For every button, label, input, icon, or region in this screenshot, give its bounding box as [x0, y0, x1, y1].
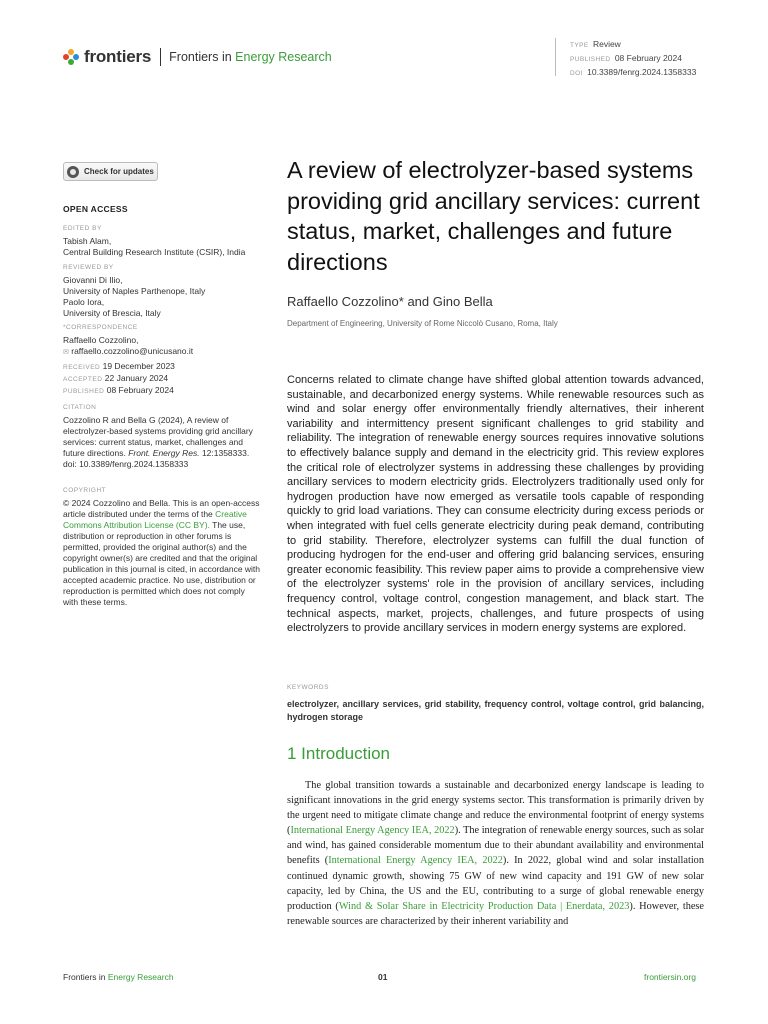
article-type: Review — [592, 39, 621, 49]
citation-volume: 12:1358333. — [201, 448, 250, 458]
footer-journal — [63, 972, 174, 982]
citation-label: CITATION — [63, 404, 97, 411]
intro-text: ). However, these renewable sources are characterized by their inherent variability and — [287, 900, 704, 927]
accepted-label: ACCEPTED — [63, 376, 103, 383]
article-title: A review of electrolyzer-based systems providing grid ancillary services: current status, market, challenges and future directions — [287, 157, 700, 275]
reviewer-name: Giovanni Di Ilio, — [63, 275, 123, 285]
cc-by-license-link[interactable]: Creative Commons Attribution License (CC BY). — [63, 509, 247, 530]
abstract: Concerns related to climate change have shifted global attention towards advanced, sustainable, and decarbonized energy systems. While renewable resources such as wind and solar energy offer environmentally friendly alternatives, their inherent variability and intermittency present significant challenges to grid stability and reliability. The integration of renewable energy sources requires innovative solutions to effectively balance supply and demand in the electricity grid. This review explores the critical role of electrolyzer systems in addressing these challenges by providing ancillary services to modern electricity grids. Electrolyzers traditionally used only for hydrogen production have now emerged as versatile tools capable of responding quickly to grid load variations. They can consume electricity during excess periods or when integrated with fuel cells generate electricity during peak demand, contributing to grid stability. Therefore, electrolyzer systems can fulfill the dual function of producing hydrogen for the end-user and offering grid balancing services, ensuring greater economic feasibility. This review paper aims to provide a comprehensive view of the electrolyzer systems' role in the provision of ancillary services, including frequency control, voltage control, congestion management, and black start. The technical aspects, market, projects, challenges, and future prospects of using electrolyzers to provide ancillary services in modern energy systems are explored. — [287, 374, 704, 635]
frontiers-logo-icon — [63, 49, 79, 65]
doi-label: DOI — [570, 70, 583, 77]
footer-journal-prefix: Frontiers in — [63, 972, 106, 982]
intro-text: ). In 2022, global wind and solar installation continued dynamic growth, showing 75 GW of new wind capacity and 191 GW of new solar capacity, led by China, the US and the EU, contributing to a surge of global renewable energy production ( — [287, 855, 704, 912]
keywords: electrolyzer, ancillary services, grid stability, frequency control, voltage control, grid balancing, hydrogen storage — [287, 699, 704, 722]
footer-journal-name: Energy Research — [107, 972, 174, 982]
copyright-block — [63, 485, 261, 608]
correspondence-label: *CORRESPONDENCE — [63, 324, 138, 331]
editor-affiliation: Central Building Research Institute (CSIR), India — [63, 247, 246, 257]
edited-by-label: EDITED BY — [63, 225, 102, 232]
dates-block — [63, 361, 263, 397]
citation-link[interactable]: International Energy Agency IEA, 2022 — [328, 855, 503, 867]
copyright-text: © 2024 Cozzolino and Bella. This is an open-access article distributed under the terms of the — [63, 498, 260, 519]
page-number: 01 — [378, 972, 388, 982]
reviewed-by-label: REVIEWED BY — [63, 264, 114, 271]
edited-by-block — [63, 223, 263, 258]
citation-doi[interactable]: doi: 10.3389/fenrg.2024.1358333 — [63, 459, 189, 469]
correspondence-block — [63, 322, 263, 358]
intro-text: ). The integration of renewable energy sources, such as solar and wind, has gained considerable momentum due to their abundant availability and environmental benefits ( — [287, 825, 704, 867]
reviewer-affiliation: University of Naples Parthenope, Italy — [63, 286, 206, 296]
citation-journal: Front. Energy Res. — [128, 448, 200, 458]
received-date: 19 December 2023 — [102, 361, 175, 371]
editor-name: Tabish Alam, — [63, 236, 112, 246]
citation-link[interactable]: Wind & Solar Share in Electricity Production Data | Enerdata, 2023 — [338, 900, 630, 912]
reviewed-by-block — [63, 262, 263, 319]
type-label: TYPE — [570, 42, 589, 49]
journal-brand[interactable] — [63, 46, 332, 68]
keywords-label: KEYWORDS — [287, 684, 329, 691]
copyright-label: COPYRIGHT — [63, 487, 107, 494]
footer-site-link[interactable]: frontiersin.org — [644, 972, 696, 982]
doi-value[interactable]: 10.3389/fenrg.2024.1358333 — [587, 67, 697, 77]
journal-name: Energy Research — [235, 50, 332, 64]
check-updates-label: Check for updates — [84, 167, 154, 176]
published-date: 08 February 2024 — [106, 385, 174, 395]
citation-text: Cozzolino R and Bella G (2024), A review of electrolyzer-based systems providing grid ancillary services: current status, market, challenges and future directions. — [63, 415, 253, 458]
received-label: RECEIVED — [63, 364, 101, 371]
published-label: PUBLISHED — [570, 56, 611, 63]
email-icon: ✉ — [63, 349, 69, 356]
intro-text: The global transition towards a sustainable and decarbonized energy landscape is leading to significant innovations in the grid energy systems sector. This transformation is primarily driven by the urgent need to mitigate climate change and reduce the environmental footprint of energy systems ( — [287, 780, 704, 837]
citation-link[interactable]: International Energy Agency IEA, 2022 — [290, 825, 455, 837]
check-for-updates-button[interactable] — [63, 162, 158, 181]
section-heading-introduction: 1 Introduction — [287, 744, 391, 763]
brand-divider — [160, 48, 161, 66]
accepted-date: 22 January 2024 — [104, 373, 169, 383]
update-icon — [67, 166, 79, 178]
copyright-text-cont: The use, distribution or reproduction in other forums is permitted, provided the original author(s) and the copyright owner(s) are credited and that the original publication in this journal is cited, in accordance with accepted academic practice. No use, distribution or reproduction is permitted which does not comply with these terms. — [63, 520, 261, 607]
reviewer-name: Paolo Iora, — [63, 297, 105, 307]
correspondence-name: Raffaello Cozzolino, — [63, 335, 139, 345]
correspondence-email[interactable]: raffaello.cozzolino@unicusano.it — [71, 346, 194, 356]
published-date: 08 February 2024 — [614, 53, 682, 63]
frontiers-logo-text: frontiers — [84, 47, 152, 66]
journal-prefix: Frontiers in — [169, 50, 232, 64]
reviewer-affiliation: University of Brescia, Italy — [63, 308, 161, 318]
citation-block — [63, 402, 261, 470]
journal-title — [169, 50, 332, 64]
introduction-paragraph — [287, 778, 704, 929]
article-authors: Raffaello Cozzolino* and Gino Bella — [287, 294, 493, 309]
author-affiliation: Department of Engineering, University of Rome Niccolò Cusano, Roma, Italy — [287, 319, 558, 328]
article-meta — [555, 38, 696, 76]
correspondence-email-row[interactable] — [63, 346, 263, 358]
published-label: PUBLISHED — [63, 388, 105, 395]
open-access-badge: OPEN ACCESS — [63, 204, 128, 214]
